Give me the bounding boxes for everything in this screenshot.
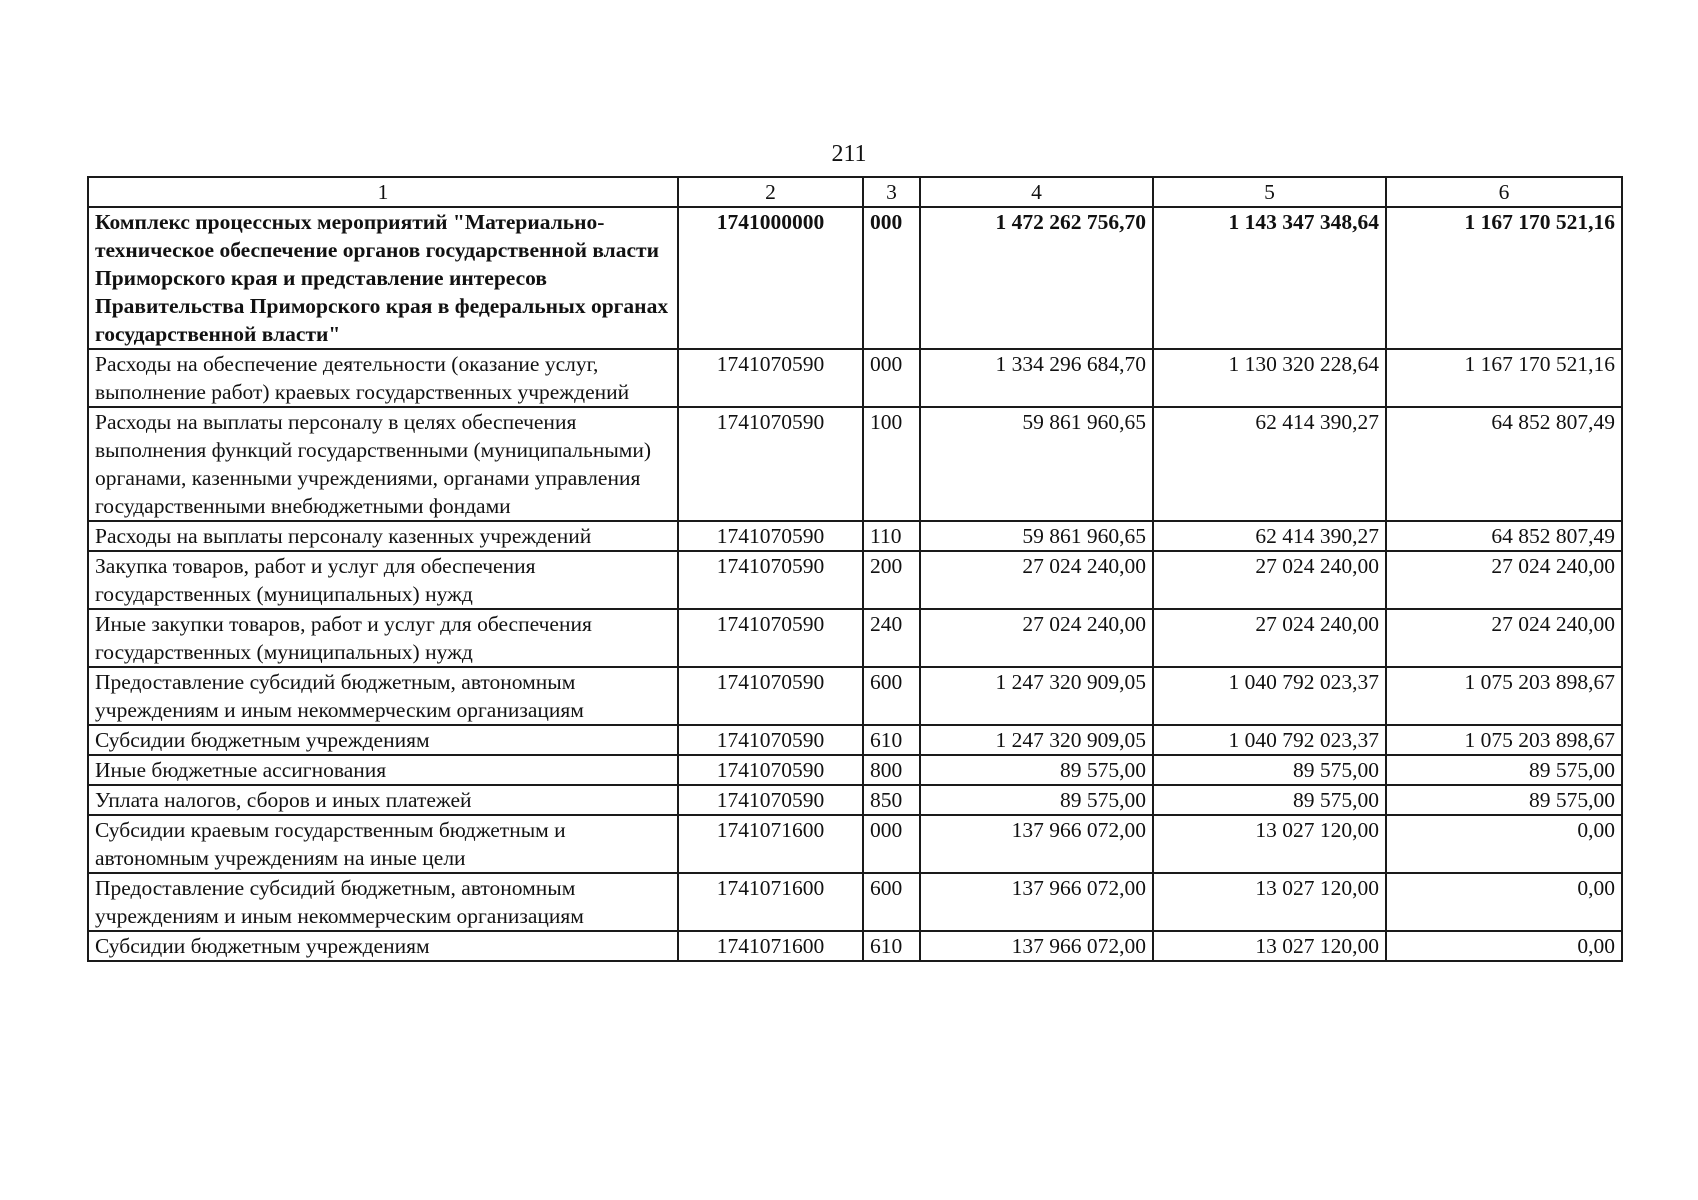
amount-col-5: 13 027 120,00 — [1153, 873, 1386, 931]
amount-col-4: 59 861 960,65 — [920, 407, 1153, 521]
amount-col-4: 89 575,00 — [920, 755, 1153, 785]
table-row — [88, 551, 1622, 609]
amount-col-6: 89 575,00 — [1386, 755, 1622, 785]
target-article-code: 1741070590 — [678, 755, 863, 785]
target-article-code: 1741070590 — [678, 667, 863, 725]
expense-type-code: 800 — [863, 755, 920, 785]
table-row — [88, 349, 1622, 407]
amount-col-4: 1 247 320 909,05 — [920, 725, 1153, 755]
column-header-1: 1 — [88, 177, 678, 207]
target-article-code: 1741071600 — [678, 873, 863, 931]
amount-col-6: 0,00 — [1386, 873, 1622, 931]
amount-col-5: 13 027 120,00 — [1153, 815, 1386, 873]
amount-col-4: 137 966 072,00 — [920, 873, 1153, 931]
column-header-4: 4 — [920, 177, 1153, 207]
amount-col-4: 137 966 072,00 — [920, 815, 1153, 873]
table-row — [88, 873, 1622, 931]
expense-name: Предоставление субсидий бюджетным, автономным учреждениям и иным некоммерческим организациям — [88, 667, 678, 725]
amount-col-5: 1 040 792 023,37 — [1153, 725, 1386, 755]
amount-col-5: 89 575,00 — [1153, 755, 1386, 785]
amount-col-4: 1 334 296 684,70 — [920, 349, 1153, 407]
expense-type-code: 000 — [863, 349, 920, 407]
expense-name: Субсидии бюджетным учреждениям — [88, 725, 678, 755]
expense-name: Субсидии бюджетным учреждениям — [88, 931, 678, 961]
page-number: 211 — [831, 141, 867, 167]
amount-col-6: 64 852 807,49 — [1386, 521, 1622, 551]
table-row — [88, 609, 1622, 667]
table-row — [88, 785, 1622, 815]
table-row — [88, 725, 1622, 755]
amount-col-4: 27 024 240,00 — [920, 609, 1153, 667]
table-row — [88, 207, 1622, 349]
expense-name: Предоставление субсидий бюджетным, автономным учреждениям и иным некоммерческим организациям — [88, 873, 678, 931]
expense-name: Комплекс процессных мероприятий "Материально-техническое обеспечение органов государственной власти Приморского края и представление интересов Правительства Приморского края в федеральных органах государственной власти" — [88, 207, 678, 349]
amount-col-6: 0,00 — [1386, 815, 1622, 873]
column-header-3: 3 — [863, 177, 920, 207]
expense-type-code: 200 — [863, 551, 920, 609]
expense-type-code: 110 — [863, 521, 920, 551]
target-article-code: 1741070590 — [678, 551, 863, 609]
amount-col-5: 1 143 347 348,64 — [1153, 207, 1386, 349]
expense-type-code: 100 — [863, 407, 920, 521]
amount-col-6: 89 575,00 — [1386, 785, 1622, 815]
target-article-code: 1741070590 — [678, 725, 863, 755]
amount-col-6: 1 075 203 898,67 — [1386, 725, 1622, 755]
table-row — [88, 755, 1622, 785]
target-article-code: 1741070590 — [678, 349, 863, 407]
amount-col-5: 13 027 120,00 — [1153, 931, 1386, 961]
table-row — [88, 521, 1622, 551]
amount-col-6: 27 024 240,00 — [1386, 609, 1622, 667]
target-article-code: 1741070590 — [678, 609, 863, 667]
expense-type-code: 610 — [863, 931, 920, 961]
amount-col-6: 64 852 807,49 — [1386, 407, 1622, 521]
target-article-code: 1741070590 — [678, 407, 863, 521]
amount-col-4: 59 861 960,65 — [920, 521, 1153, 551]
amount-col-4: 27 024 240,00 — [920, 551, 1153, 609]
amount-col-5: 27 024 240,00 — [1153, 609, 1386, 667]
amount-col-4: 1 247 320 909,05 — [920, 667, 1153, 725]
expense-name: Закупка товаров, работ и услуг для обеспечения государственных (муниципальных) нужд — [88, 551, 678, 609]
expense-type-code: 610 — [863, 725, 920, 755]
amount-col-5: 27 024 240,00 — [1153, 551, 1386, 609]
header-row — [88, 177, 1622, 207]
column-header-2: 2 — [678, 177, 863, 207]
expense-type-code: 000 — [863, 207, 920, 349]
expense-name: Иные закупки товаров, работ и услуг для обеспечения государственных (муниципальных) нужд — [88, 609, 678, 667]
amount-col-5: 1 130 320 228,64 — [1153, 349, 1386, 407]
amount-col-5: 1 040 792 023,37 — [1153, 667, 1386, 725]
amount-col-5: 62 414 390,27 — [1153, 407, 1386, 521]
amount-col-4: 137 966 072,00 — [920, 931, 1153, 961]
expense-type-code: 600 — [863, 667, 920, 725]
expense-type-code: 600 — [863, 873, 920, 931]
column-header-6: 6 — [1386, 177, 1622, 207]
expense-type-code: 000 — [863, 815, 920, 873]
table-row — [88, 815, 1622, 873]
target-article-code: 1741000000 — [678, 207, 863, 349]
amount-col-4: 1 472 262 756,70 — [920, 207, 1153, 349]
expense-name: Расходы на выплаты персоналу казенных учреждений — [88, 521, 678, 551]
target-article-code: 1741070590 — [678, 521, 863, 551]
expense-name: Субсидии краевым государственным бюджетным и автономным учреждениям на иные цели — [88, 815, 678, 873]
expense-name: Расходы на выплаты персоналу в целях обеспечения выполнения функций государственными (муниципальными) органами, казенными учреждениями, органами управления государственными внебюджетными фондами — [88, 407, 678, 521]
budget-table — [87, 176, 1623, 962]
table-row — [88, 407, 1622, 521]
amount-col-5: 89 575,00 — [1153, 785, 1386, 815]
expense-name: Расходы на обеспечение деятельности (оказание услуг, выполнение работ) краевых государственных учреждений — [88, 349, 678, 407]
amount-col-6: 0,00 — [1386, 931, 1622, 961]
target-article-code: 1741070590 — [678, 785, 863, 815]
expense-name: Иные бюджетные ассигнования — [88, 755, 678, 785]
expense-name: Уплата налогов, сборов и иных платежей — [88, 785, 678, 815]
amount-col-6: 27 024 240,00 — [1386, 551, 1622, 609]
target-article-code: 1741071600 — [678, 815, 863, 873]
amount-col-6: 1 075 203 898,67 — [1386, 667, 1622, 725]
amount-col-5: 62 414 390,27 — [1153, 521, 1386, 551]
expense-type-code: 850 — [863, 785, 920, 815]
table-row — [88, 931, 1622, 961]
amount-col-6: 1 167 170 521,16 — [1386, 207, 1622, 349]
amount-col-4: 89 575,00 — [920, 785, 1153, 815]
expense-type-code: 240 — [863, 609, 920, 667]
column-header-5: 5 — [1153, 177, 1386, 207]
target-article-code: 1741071600 — [678, 931, 863, 961]
table-row — [88, 667, 1622, 725]
amount-col-6: 1 167 170 521,16 — [1386, 349, 1622, 407]
